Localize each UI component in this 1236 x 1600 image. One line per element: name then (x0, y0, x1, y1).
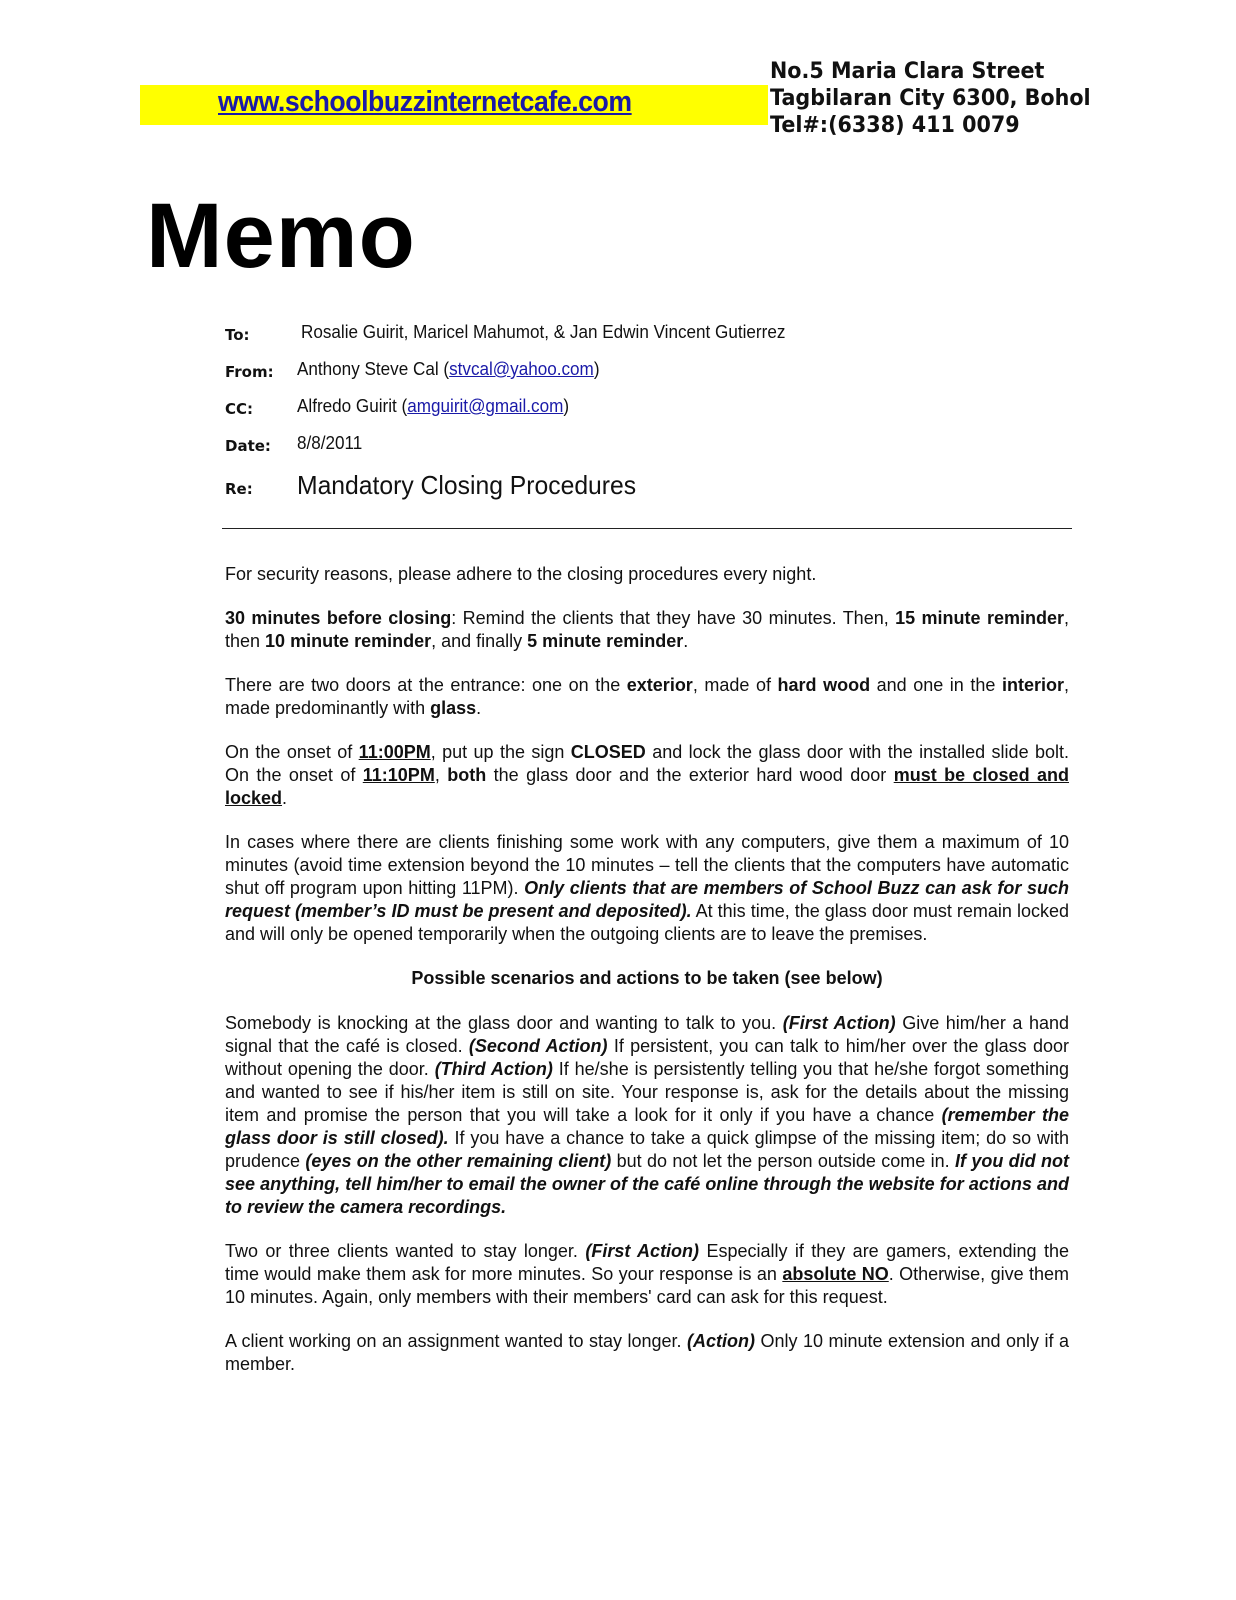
bold-text: exterior (626, 675, 693, 695)
text: , made predominantly with (225, 675, 1069, 718)
from-value (297, 359, 600, 380)
bold-text: CLOSED (570, 742, 646, 762)
paragraph-scenario-assignment (225, 1330, 1069, 1376)
address-street: No.5 Maria Clara Street (770, 59, 1045, 84)
from-name: Anthony Steve Cal ( (297, 359, 450, 379)
text: Give him/her a hand signal that the café is closed. (225, 1013, 1070, 1056)
section-heading: Possible scenarios and actions to be taken (see below) (411, 968, 883, 988)
bold-italic-text: (First Action) (782, 1013, 896, 1033)
text: but do not let the person outside come in. (611, 1151, 955, 1171)
memo-body (225, 563, 1069, 1397)
bold-text: 30 minutes before closing (225, 608, 452, 628)
bold-italic-text: (Action) (687, 1331, 756, 1351)
text: In cases where there are clients finishing some work with any computers, give them a maximum of 10 minutes (avoid time extension beyond the 10 minutes – tell the clients that the computers have automatic shut off program upon hitting 11PM). (225, 832, 1069, 898)
paragraph-intro: For security reasons, please adhere to the closing procedures every night. (225, 564, 817, 584)
memo-title: Memo (146, 185, 416, 287)
text: . (683, 631, 689, 651)
text: Only 10 minute extension and only if a member. (225, 1331, 1069, 1374)
text: A client working on an assignment wanted to stay longer. (225, 1331, 688, 1351)
to-value: Rosalie Guirit, Maricel Mahumot, & Jan Edwin Vincent Gutierrez (301, 322, 786, 342)
bold-underline-text: absolute NO (782, 1264, 889, 1284)
website-link[interactable]: www.schoolbuzzinternetcafe.com (218, 86, 632, 118)
bold-text: 5 minute reminder (527, 631, 684, 651)
from-label: From: (225, 363, 274, 381)
bold-underline-text: 11:00PM (358, 742, 431, 762)
paragraph-scenario-knocking (225, 1012, 1069, 1219)
bold-italic-text: (eyes on the other remaining client) (305, 1151, 612, 1171)
text: : Remind the clients that they have 30 minutes. Then, (451, 608, 896, 628)
text: If he/she is persistently telling you that he/she forgot something and wanted to see if his/her item is still on site. Your response is, ask for the details about the missing item and promise the person that you will take a look for it only if you have a chance (225, 1059, 1070, 1125)
bold-text: interior (1001, 675, 1064, 695)
bold-text: 10 minute reminder (265, 631, 432, 651)
date-value: 8/8/2011 (297, 433, 363, 453)
bold-italic-text: (First Action) (585, 1241, 700, 1261)
cc-email-link[interactable]: amguirit@gmail.com (407, 396, 564, 416)
to-label: To: (225, 326, 250, 344)
text: . Otherwise, give them 10 minutes. Again, only members with their members' card can ask for this request. (225, 1264, 1069, 1307)
from-email-link[interactable]: stvcal@yahoo.com (449, 359, 594, 379)
paragraph-reminders (225, 607, 1069, 653)
bold-italic-text: If you did not see anything, tell him/her to email the owner of the café online through the website for actions and to review the camera recordings. (225, 1151, 1070, 1217)
text: If you have a chance to take a quick glimpse of the missing item; do so with prudence (225, 1128, 1069, 1171)
from-close: ) (593, 359, 600, 379)
text: . (476, 698, 482, 718)
cc-value (297, 396, 569, 417)
text: There are two doors at the entrance: one on the (225, 675, 627, 695)
text: and lock the glass door with the installed slide bolt. On the onset of (225, 742, 1069, 785)
bold-italic-text: Only clients that are members of School Buzz can ask for such request (member’s ID must be present and deposited). (225, 878, 1069, 921)
paragraph-scenario-stay-longer (225, 1240, 1069, 1309)
text: the glass door and the exterior hard wood door (486, 765, 894, 785)
text: Especially if they are gamers, extending the time would make them ask for more minutes. So your response is an (225, 1241, 1069, 1284)
bold-italic-text: (remember the glass door is still closed). (225, 1105, 1069, 1148)
cc-label: CC: (225, 400, 254, 418)
bold-italic-text: (Third Action) (434, 1059, 553, 1079)
text: , and finally (431, 631, 528, 651)
date-label: Date: (225, 437, 271, 455)
text: At this time, the glass door must remain locked and will only be opened temporarily when the outgoing clients are to leave the premises. (225, 901, 1069, 944)
cc-name: Alfredo Guirit ( (297, 396, 408, 416)
text: . (282, 788, 288, 808)
bold-text: 15 minute reminder (895, 608, 1064, 628)
text: Somebody is knocking at the glass door and wanting to talk to you. (225, 1013, 783, 1033)
text: On the onset of (225, 742, 359, 762)
address-block (770, 58, 1091, 139)
bold-text: glass (430, 698, 477, 718)
re-label: Re: (225, 480, 253, 498)
address-phone: Tel#:(6338) 411 0079 (770, 113, 1020, 138)
bold-italic-text: (Second Action) (468, 1036, 608, 1056)
paragraph-doors (225, 674, 1069, 720)
text: , put up the sign (430, 742, 571, 762)
address-city: Tagbilaran City 6300, Bohol (770, 86, 1091, 111)
bold-text: both (447, 765, 487, 785)
bold-underline-text: 11:10PM (362, 765, 435, 785)
divider (222, 528, 1072, 529)
re-value: Mandatory Closing Procedures (297, 470, 637, 500)
text: , (434, 765, 448, 785)
text: , then (225, 608, 1069, 651)
cc-close: ) (563, 396, 570, 416)
paragraph-lock-times (225, 741, 1069, 810)
text: , made of (692, 675, 778, 695)
bold-text: hard wood (777, 675, 871, 695)
text: and one in the (870, 675, 1002, 695)
text: If persistent, you can talk to him/her over the glass door without opening the door. (225, 1036, 1069, 1079)
bold-underline-text: must be closed and locked (225, 765, 1069, 808)
paragraph-extensions (225, 831, 1069, 946)
text: Two or three clients wanted to stay longer. (225, 1241, 586, 1261)
